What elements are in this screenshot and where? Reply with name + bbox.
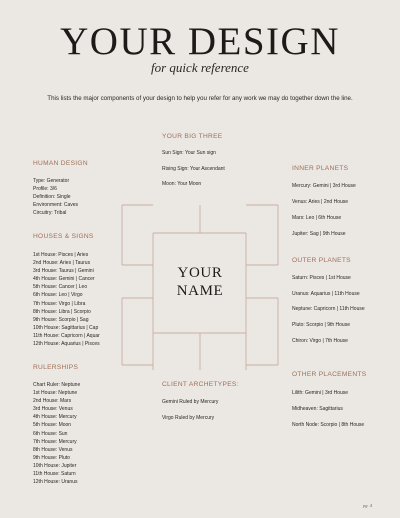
list-item: Jupiter: Sag | 9th House — [292, 231, 346, 237]
list-item: 12th House: Uranus — [33, 479, 78, 486]
list-item: 9th House: Scorpio | Sag — [33, 316, 89, 323]
list-item: Gemini Ruled by Mercury — [162, 399, 219, 405]
client-name — [150, 264, 250, 300]
list-item: Midheaven: Sagittarius — [292, 406, 343, 412]
big-three-item: Sun Sign: Your Sun sign — [162, 150, 216, 156]
outer-planets-heading: OUTER PLANETS — [292, 257, 351, 264]
list-item: 1st House: Neptune — [33, 390, 78, 397]
list-item: 7th House: Virgo | Libra — [33, 300, 86, 307]
list-item: 11th House: Capricorn | Aquar — [33, 332, 100, 339]
list-item: Lilith: Gemini | 3rd House — [292, 390, 349, 396]
list-item: 9th House: Pluto — [33, 454, 70, 461]
list-item: Mercury: Gemini | 3rd House — [292, 183, 356, 189]
list-item: 6th House: Leo | Virgo — [33, 292, 83, 299]
list-item: 10th House: Jupiter — [33, 462, 77, 469]
list-item: Type: Generator — [33, 178, 70, 184]
list-item: 3rd House: Venus — [33, 406, 73, 413]
list-item: 5th House: Cancer | Leo — [33, 284, 88, 291]
list-item: 6th House: Sun — [33, 430, 68, 437]
list-item: 2nd House: Aries | Taurus — [33, 260, 91, 267]
list-item: 1st House: Pisces | Aries — [33, 252, 89, 258]
list-item: 3rd House: Taurus | Gemini — [33, 268, 94, 275]
list-item: 4th House: Gemini | Cancer — [33, 276, 95, 283]
list-item: Virgo Ruled by Mercury — [162, 415, 215, 421]
other-placements-heading: OTHER PLACEMENTS — [292, 371, 367, 378]
intro-text: This lists the major components of your design to help you refer for any work we may do together down the line. — [47, 95, 353, 102]
rulerships-heading: RULERSHIPS — [33, 364, 79, 371]
list-item: Environment: Caves — [33, 202, 79, 209]
client-archetypes-heading: CLIENT ARCHETYPES: — [162, 381, 239, 388]
list-item: Definition: Single — [33, 194, 71, 201]
list-item: Profile: 3/6 — [33, 186, 57, 193]
list-item: Uranus: Aquarius | 11th House — [292, 291, 360, 297]
inner-planets-heading: INNER PLANETS — [292, 165, 349, 172]
big-three-item: Rising Sign: Your Ascendant — [162, 166, 225, 172]
list-item: Mars: Leo | 6th House — [292, 215, 342, 221]
page-subtitle: for quick reference — [151, 60, 249, 75]
list-item: 5th House: Moon — [33, 422, 72, 429]
list-item: Chart Ruler: Neptune — [33, 382, 81, 388]
list-item: 4th House: Mercury — [33, 414, 77, 421]
client-name-line-2: NAME — [176, 283, 224, 299]
list-item: 8th House: Libra | Scorpio — [33, 308, 91, 315]
list-item: Pluto: Scorpio | 9th House — [292, 322, 350, 328]
list-item: 8th House: Venus — [33, 446, 73, 453]
list-item: Saturn: Pisces | 1st House — [292, 275, 351, 281]
client-name-line-1: YOUR — [177, 265, 223, 281]
list-item: 12th House: Aquarius | Pisces — [33, 341, 100, 348]
list-item: Circuitry: Tribal — [33, 210, 67, 217]
list-item: 11th House: Saturn — [33, 471, 76, 478]
big-three-item: Moon: Your Moon — [162, 181, 202, 187]
human-design-list — [33, 177, 78, 217]
rulerships-list — [33, 381, 80, 486]
list-item: Neptune: Capricorn | 11th House — [292, 306, 365, 312]
houses-signs-heading: HOUSES & SIGNS — [33, 233, 94, 240]
list-item: 10th House: Sagittarius | Cap — [33, 324, 99, 331]
list-item: Chiron: Virgo | 7th House — [292, 338, 348, 344]
page-title: YOUR DESIGN — [60, 20, 340, 63]
human-design-heading: HUMAN DESIGN — [33, 160, 88, 167]
big-three-heading: YOUR BIG THREE — [162, 133, 223, 140]
list-item: 2nd House: Mars — [33, 398, 72, 405]
page-number: pg. 4 — [363, 503, 372, 508]
list-item: Venus: Aries | 2nd House — [292, 199, 349, 205]
houses-signs-list — [33, 251, 100, 348]
list-item: North Node: Scorpio | 8th House — [292, 422, 365, 428]
list-item: 7th House: Mercury — [33, 438, 77, 445]
